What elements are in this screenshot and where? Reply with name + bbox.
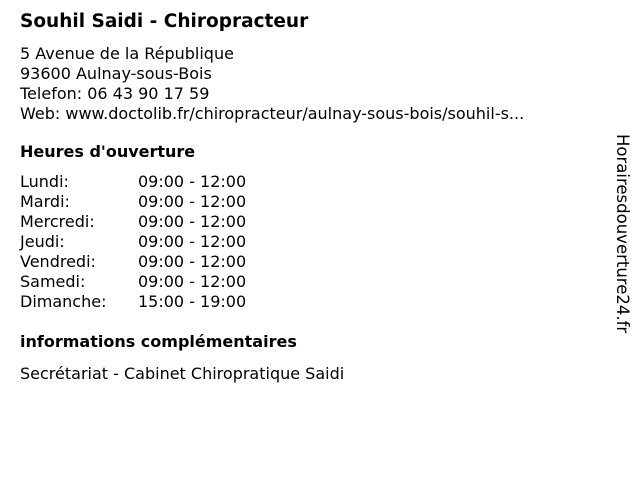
time-range: 09:00 - 12:00 <box>138 212 247 231</box>
day-label: Jeudi: <box>20 232 65 251</box>
phone-number: Telefon: 06 43 90 17 59 <box>20 84 210 103</box>
additional-info-heading: informations complémentaires <box>20 332 297 351</box>
website-link[interactable]: Web: www.doctolib.fr/chiropracteur/aulnay-sous-bois/souhil-s... <box>20 104 525 123</box>
site-brand-text[interactable]: Horairesdouverture24.fr <box>613 134 632 334</box>
hours-row <box>20 212 600 232</box>
business-card <box>20 10 600 384</box>
time-range: 09:00 - 12:00 <box>138 232 247 251</box>
hours-row <box>20 192 600 212</box>
address-city: 93600 Aulnay-sous-Bois <box>20 64 212 83</box>
opening-hours-table <box>20 172 600 312</box>
day-label: Mardi: <box>20 192 70 211</box>
day-label: Mercredi: <box>20 212 95 231</box>
hours-row <box>20 232 600 252</box>
time-range: 09:00 - 12:00 <box>138 272 247 291</box>
opening-hours-heading: Heures d'ouverture <box>20 142 196 161</box>
day-label: Lundi: <box>20 172 69 191</box>
day-label: Vendredi: <box>20 252 96 271</box>
day-label: Dimanche: <box>20 292 107 311</box>
site-brand-vertical <box>611 134 635 374</box>
business-title: Souhil Saidi - Chiropracteur <box>20 11 309 32</box>
time-range: 09:00 - 12:00 <box>138 172 247 191</box>
hours-row <box>20 292 600 312</box>
hours-row <box>20 252 600 272</box>
time-range: 09:00 - 12:00 <box>138 252 247 271</box>
hours-row <box>20 172 600 192</box>
day-label: Samedi: <box>20 272 86 291</box>
hours-row <box>20 272 600 292</box>
time-range: 09:00 - 12:00 <box>138 192 247 211</box>
additional-info-text: Secrétariat - Cabinet Chiropratique Saidi <box>20 364 345 383</box>
time-range: 15:00 - 19:00 <box>138 292 247 311</box>
address-street: 5 Avenue de la République <box>20 44 234 63</box>
